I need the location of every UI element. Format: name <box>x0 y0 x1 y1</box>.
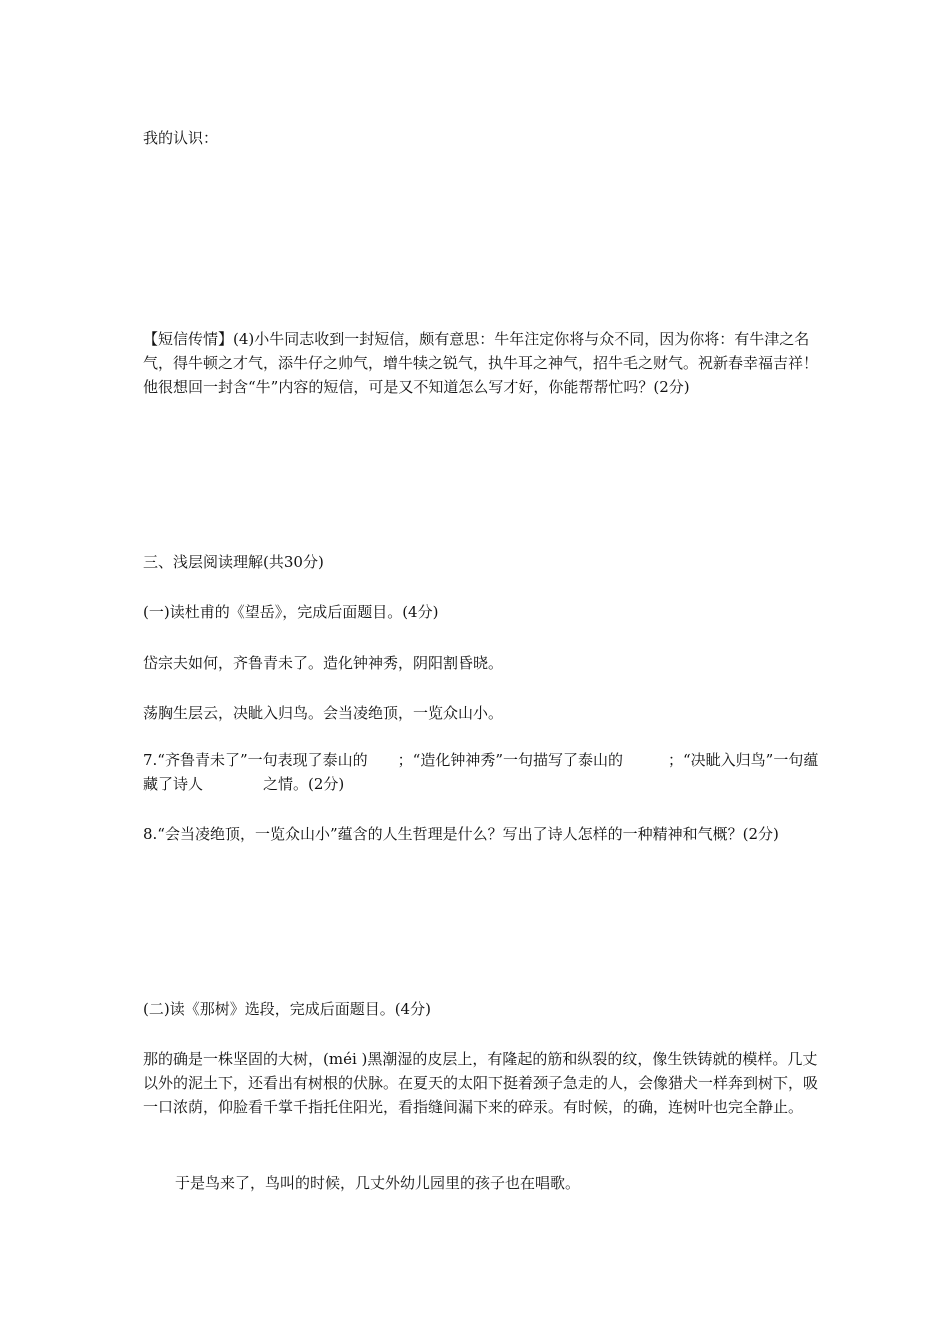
poem-line-1: 岱宗夫如何，齐鲁青未了。造化钟神秀，阴阳割昏晓。 <box>143 654 504 672</box>
passage-paragraph-2: 于是鸟来了，鸟叫的时候，几丈外幼儿园里的孩子也在唱歌。 <box>175 1174 581 1192</box>
sms-question: 【短信传情】(4)小牛同志收到一封短信，颇有意思：牛年注定你将与众不同，因为你将：有牛津之名气，得牛顿之才气，添牛仔之帅气，增牛犊之锐气，执牛耳之神气，招牛毛之财气。祝新春幸福吉祥！他很想回一封含“牛”内容的短信，可是又不知道怎么写才好，你能帮帮忙吗？(2分) <box>143 330 819 396</box>
part-2-title: (二)读《那树》选段，完成后面题目。(4分) <box>143 1000 431 1018</box>
part-1-title: (一)读杜甫的《望岳》，完成后面题目。(4分) <box>143 603 439 621</box>
question-7: 7.“齐鲁青未了”一句表现了泰山的 ；“造化钟神秀”一句描写了泰山的 ；“决眦入归鸟”一句蕴藏了诗人 之情。(2分) <box>143 751 819 793</box>
question-8: 8.“会当凌绝顶，一览众山小”蕴含的人生哲理是什么？写出了诗人怎样的一种精神和气概？(2分) <box>143 825 779 843</box>
section-3-title: 三、浅层阅读理解(共30分) <box>143 553 324 571</box>
my-understanding-label: 我的认识： <box>143 129 219 147</box>
passage-paragraph-1: 那的确是一株坚固的大树，(méi )黑潮湿的皮层上，有隆起的筋和纵裂的纹，像生铁铸就的模样。几丈以外的泥土下，还看出有树根的伏脉。在夏天的太阳下挺着颈子急走的人，会像猎犬一样奔到树下，吸一口浓荫，仰脸看千掌千指托住阳光，看指缝间漏下来的碎汞。有时候，的确，连树叶也完全静止。 <box>143 1050 819 1116</box>
poem-line-2: 荡胸生层云，决眦入归鸟。会当凌绝顶，一览众山小。 <box>143 704 504 722</box>
